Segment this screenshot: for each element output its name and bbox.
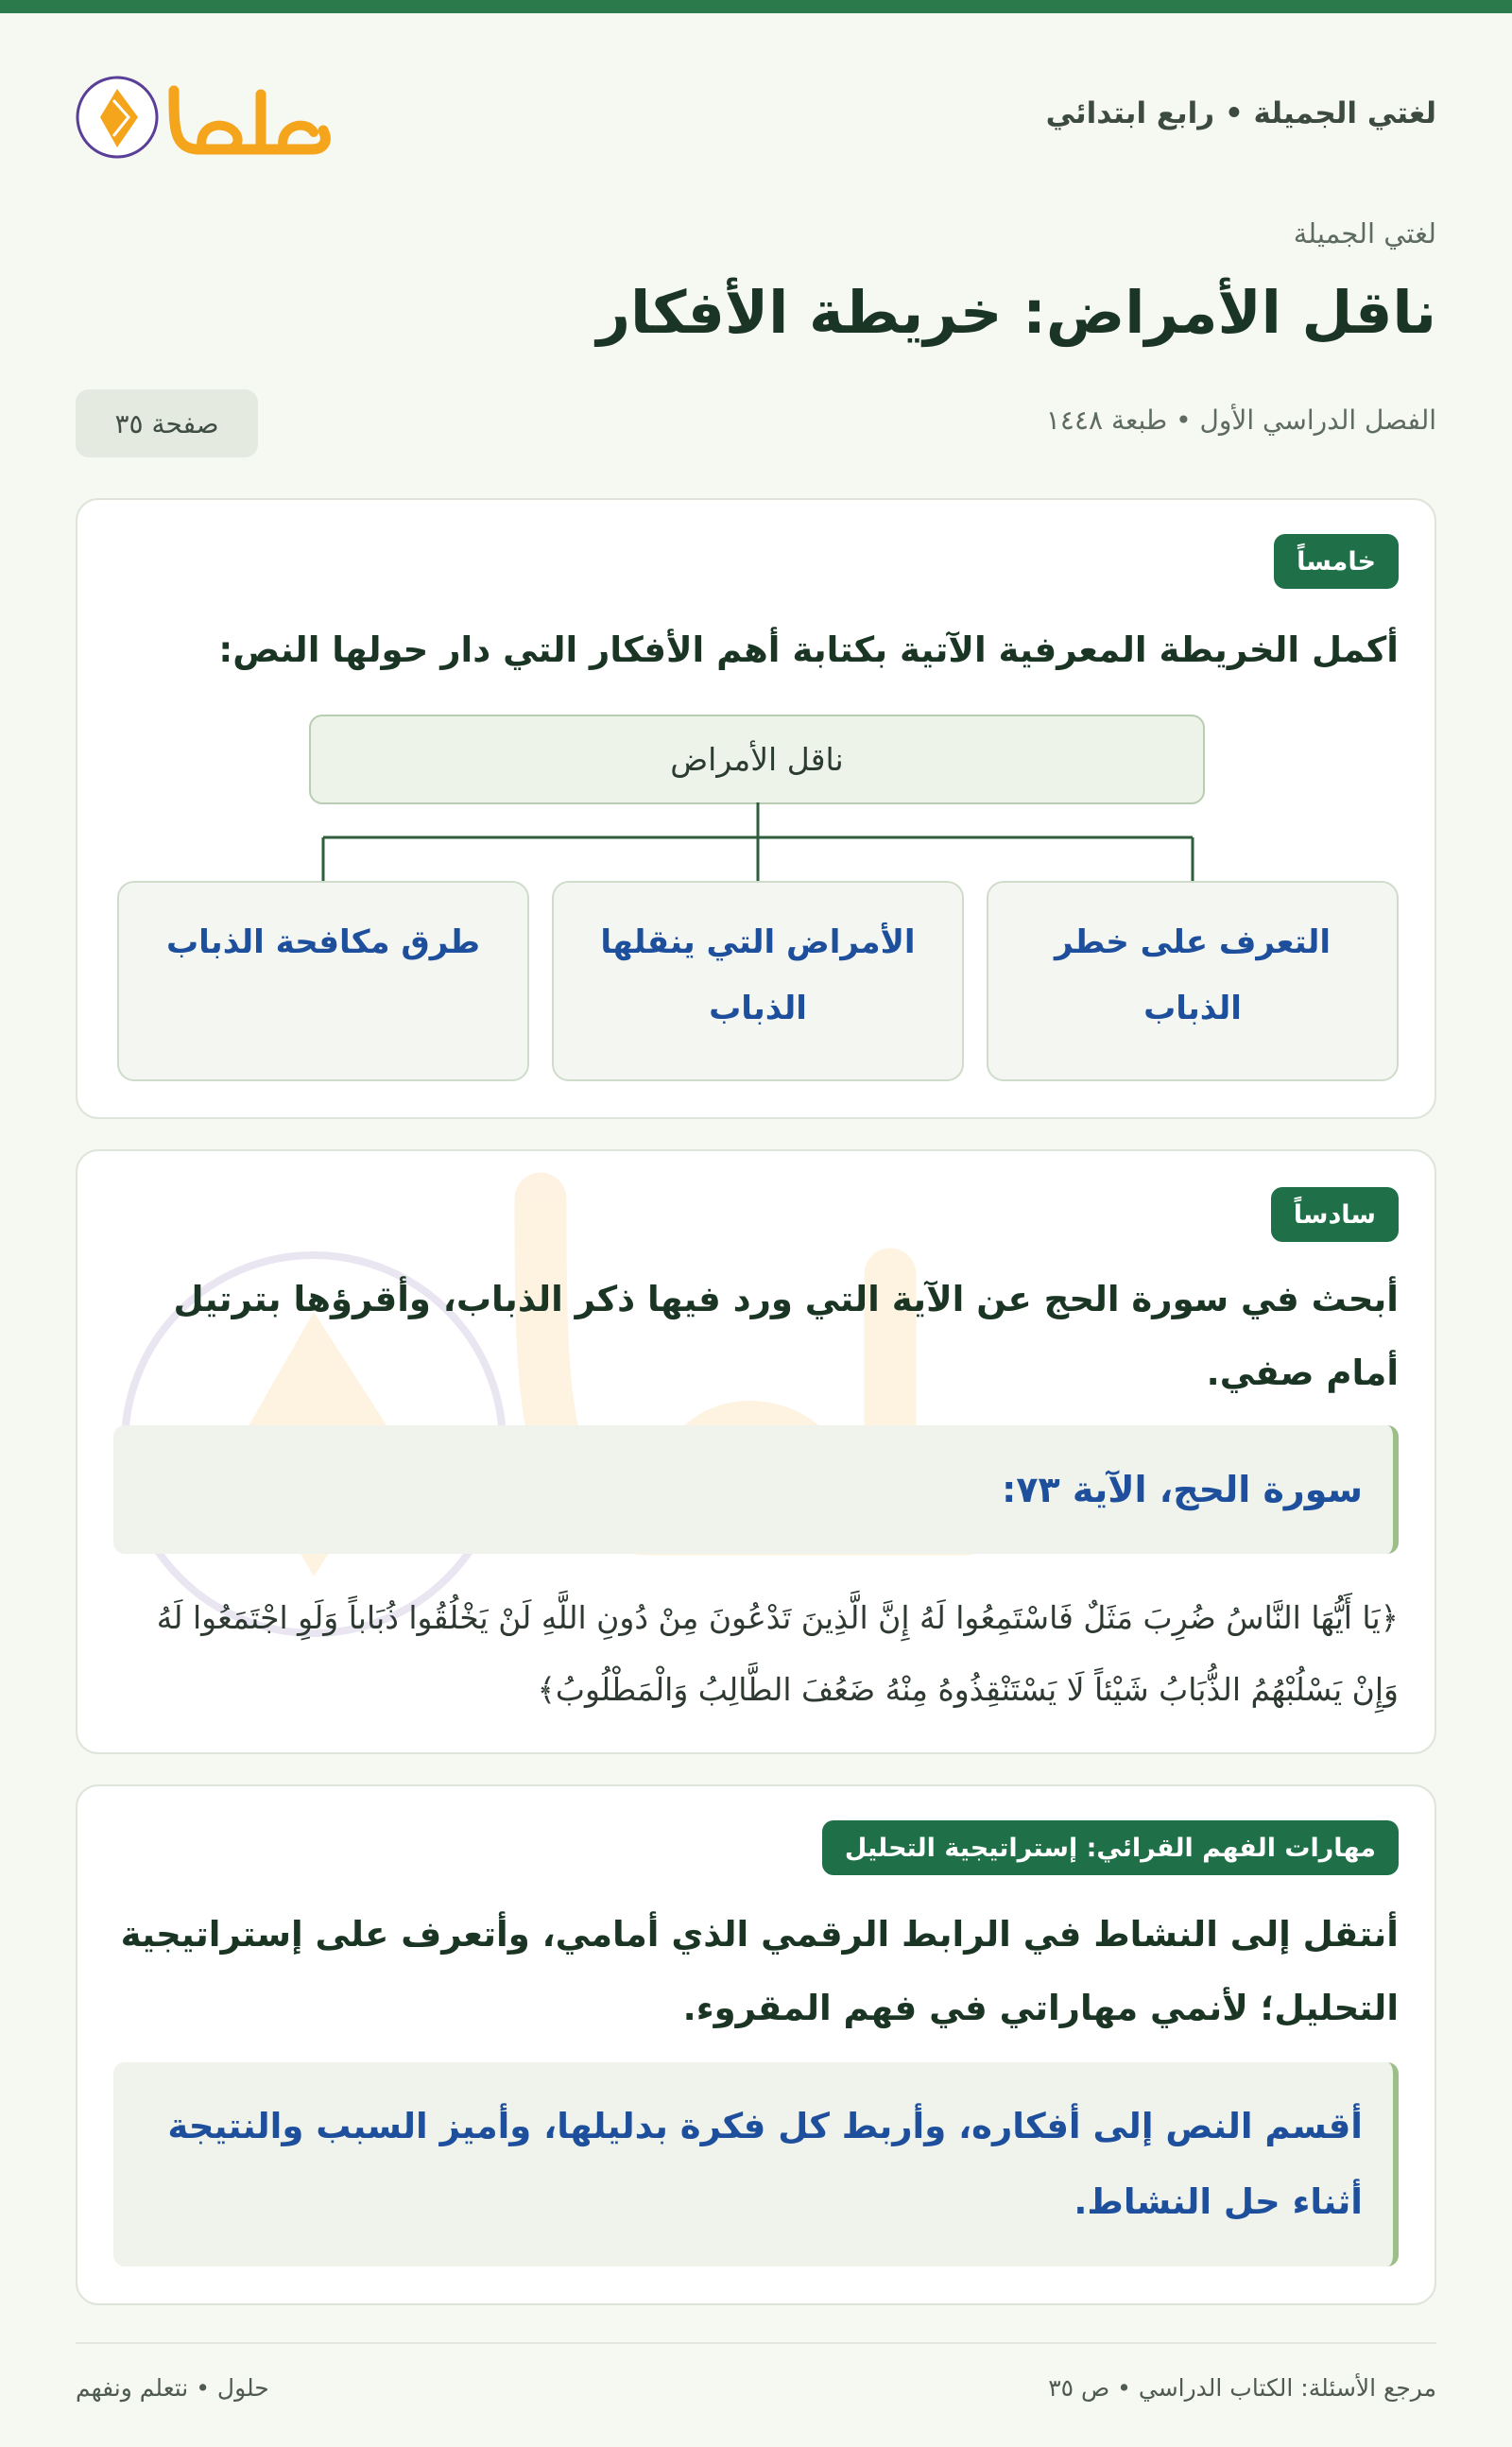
mind-map-branch-3: طرق مكافحة الذباب (117, 881, 529, 1081)
breadcrumb[interactable]: لغتي الجميلة (1293, 217, 1436, 250)
page-number-badge: صفحة ٣٥ (76, 389, 258, 457)
mind-map-branch-1: التعرف على خطر الذباب (987, 881, 1399, 1081)
page-title: ناقل الأمراض: خريطة الأفكار (596, 278, 1436, 347)
subject-label: لغتي الجميلة • رابع ابتدائي (1045, 96, 1436, 130)
page-header (76, 62, 1436, 170)
mind-map-root-node: ناقل الأمراض (309, 715, 1205, 804)
top-accent-bar (0, 0, 1512, 13)
answer-callout: أقسم النص إلى أفكاره، وأربط كل فكرة بدليلها، وأميز السبب والنتيجة أثناء حل النشاط. (113, 2062, 1399, 2266)
quran-verse-text: ﴿يَا أَيُّهَا النَّاسُ ضُرِبَ مَثَلٌ فَاسْتَمِعُوا لَهُ إِنَّ الَّذِينَ تَدْعُونَ مِنْ دُونِ اللَّهِ لَنْ يَخْلُقُوا ذُبَاباً وَلَوِ اجْتَمَعُوا لَهُ وَإِنْ يَسْلُبْهُمُ الذُّبَابُ شَيْئاً لَا يَسْتَنْقِذُوهُ مِنْهُ ضَعُفَ الطَّالِبُ وَالْمَطْلُوبُ﴾ (156, 1599, 1399, 1708)
edition-meta: الفصل الدراسي الأول • طبعة ١٤٤٨ (1045, 405, 1436, 436)
mind-map-branch-2: الأمراض التي ينقلها الذباب (552, 881, 964, 1081)
section-tag: مهارات الفهم القرائي: إستراتيجية التحليل (822, 1820, 1399, 1875)
section-reading-skills-card (76, 1784, 1436, 2305)
footer-reference: مرجع الأسئلة: الكتاب الدراسي • ص ٣٥ (1048, 2374, 1436, 2402)
question-text: أبحث في سورة الحج عن الآية التي ورد فيها ذكر الذباب، وأقرؤها بترتيل أمام صفي. (173, 1279, 1399, 1393)
section-quran-card (76, 1149, 1436, 1754)
answer-callout: سورة الحج، الآية ٧٣: (113, 1425, 1399, 1554)
footer-divider (76, 2342, 1436, 2344)
section-mind-map-card (76, 498, 1436, 1119)
logo-icon[interactable] (76, 62, 340, 170)
section-tag: خامساً (1274, 534, 1399, 589)
question-text: أنتقل إلى النشاط في الرابط الرقمي الذي أمامي، وأتعرف على إستراتيجية التحليل؛ لأنمي مهاراتي في فهم المقروء. (120, 1914, 1399, 2028)
footer-brand: حلول • نتعلم ونفهم (76, 2374, 269, 2402)
question-text: أكمل الخريطة المعرفية الآتية بكتابة أهم الأفكار التي دار حولها النص: (218, 629, 1399, 670)
section-tag: سادساً (1271, 1187, 1399, 1242)
